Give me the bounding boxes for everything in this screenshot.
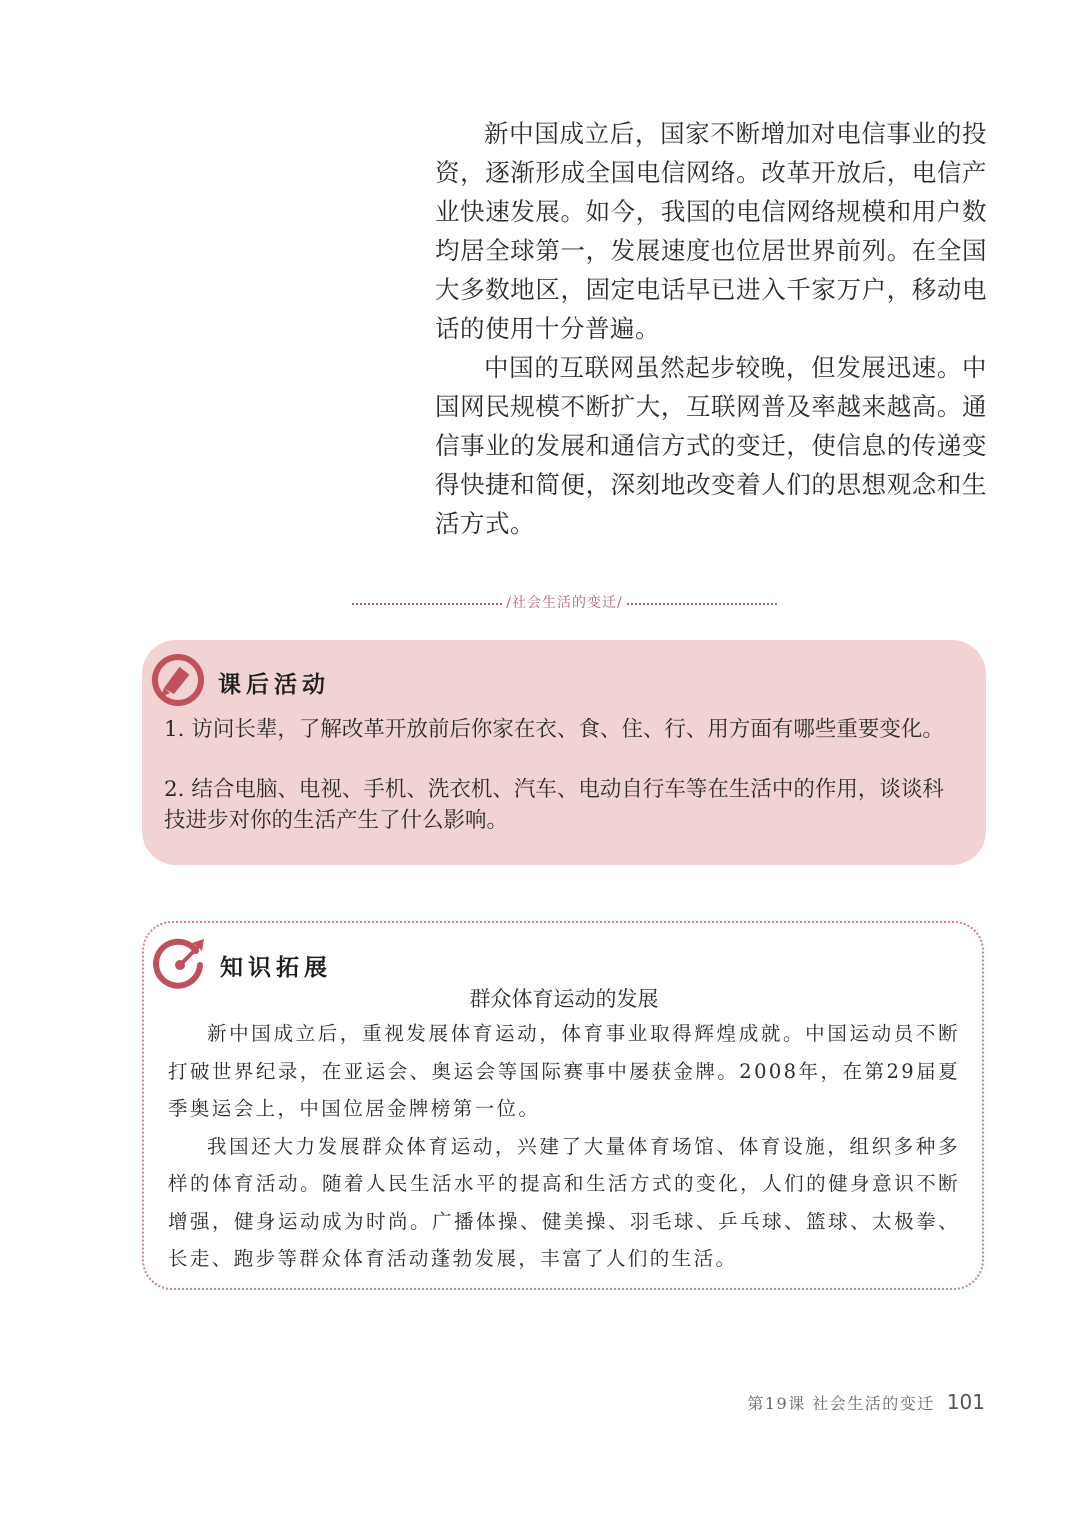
knowledge-title: 知识拓展: [220, 954, 332, 981]
activity-item: 1. 访问长辈，了解改革开放前后你家在衣、食、住、行、用方面有哪些重要变化。: [164, 717, 944, 742]
paragraph: 新中国成立后，国家不断增加对电信事业的投资，逐渐形成全国电信网络。改革开放后，电信产业快速发展。如今，我国的电信网络规模和用户数均居全球第一，发展速度也位居世界前列。在全国大多数地区，固定电话早已进入千家万户，移动电话的使用十分普遍。: [435, 119, 987, 343]
pencil-circle-icon: [150, 652, 206, 712]
paragraph: 中国的互联网虽然起步较晚，但发展迅速。中国网民规模不断扩大，互联网普及率越来越高。通信事业的发展和通信方式的变迁，使信息的传递变得快捷和简便，深刻地改变着人们的思想观念和生活方式。: [435, 353, 987, 538]
paragraph: 我国还大力发展群众体育运动，兴建了大量体育场馆、体育设施，组织多种多样的体育活动。随着人民生活水平的提高和生活方式的变化，人们的健身意识不断增强，健身运动成为时尚。广播体操、健美操、羽毛球、乒乓球、篮球、太极拳、长走、跑步等群众体育活动蓬勃发展，丰富了人们的生活。: [168, 1134, 960, 1270]
section-divider: [352, 590, 777, 614]
paragraph: 新中国成立后，重视发展体育运动，体育事业取得辉煌成就。中国运动员不断打破世界纪录，在亚运会、奥运会等国际赛事中屡获金牌。2008年，在第29届夏季奥运会上，中国位居金牌榜第一位。: [168, 1022, 960, 1120]
main-text: [435, 114, 987, 543]
divider-dots: [627, 603, 777, 605]
page-footer: [747, 1390, 985, 1414]
activity-box: [142, 640, 986, 865]
activity-header: [150, 652, 330, 712]
lesson-title: 第19课 社会生活的变迁: [747, 1394, 935, 1413]
page-number: 101: [946, 1390, 985, 1414]
activity-title: 课后活动: [218, 671, 330, 698]
knowledge-body: [168, 1015, 960, 1278]
activity-item: 2. 结合电脑、电视、手机、洗衣机、汽车、电动自行车等在生活中的作用，谈谈科技进步对你的生活产生了什么影响。: [164, 777, 944, 833]
knowledge-subtitle: 群众体育运动的发展: [469, 987, 659, 1011]
divider-label: /社会生活的变迁/: [506, 595, 623, 611]
knowledge-box: [142, 921, 984, 1290]
divider-dots: [352, 603, 502, 605]
